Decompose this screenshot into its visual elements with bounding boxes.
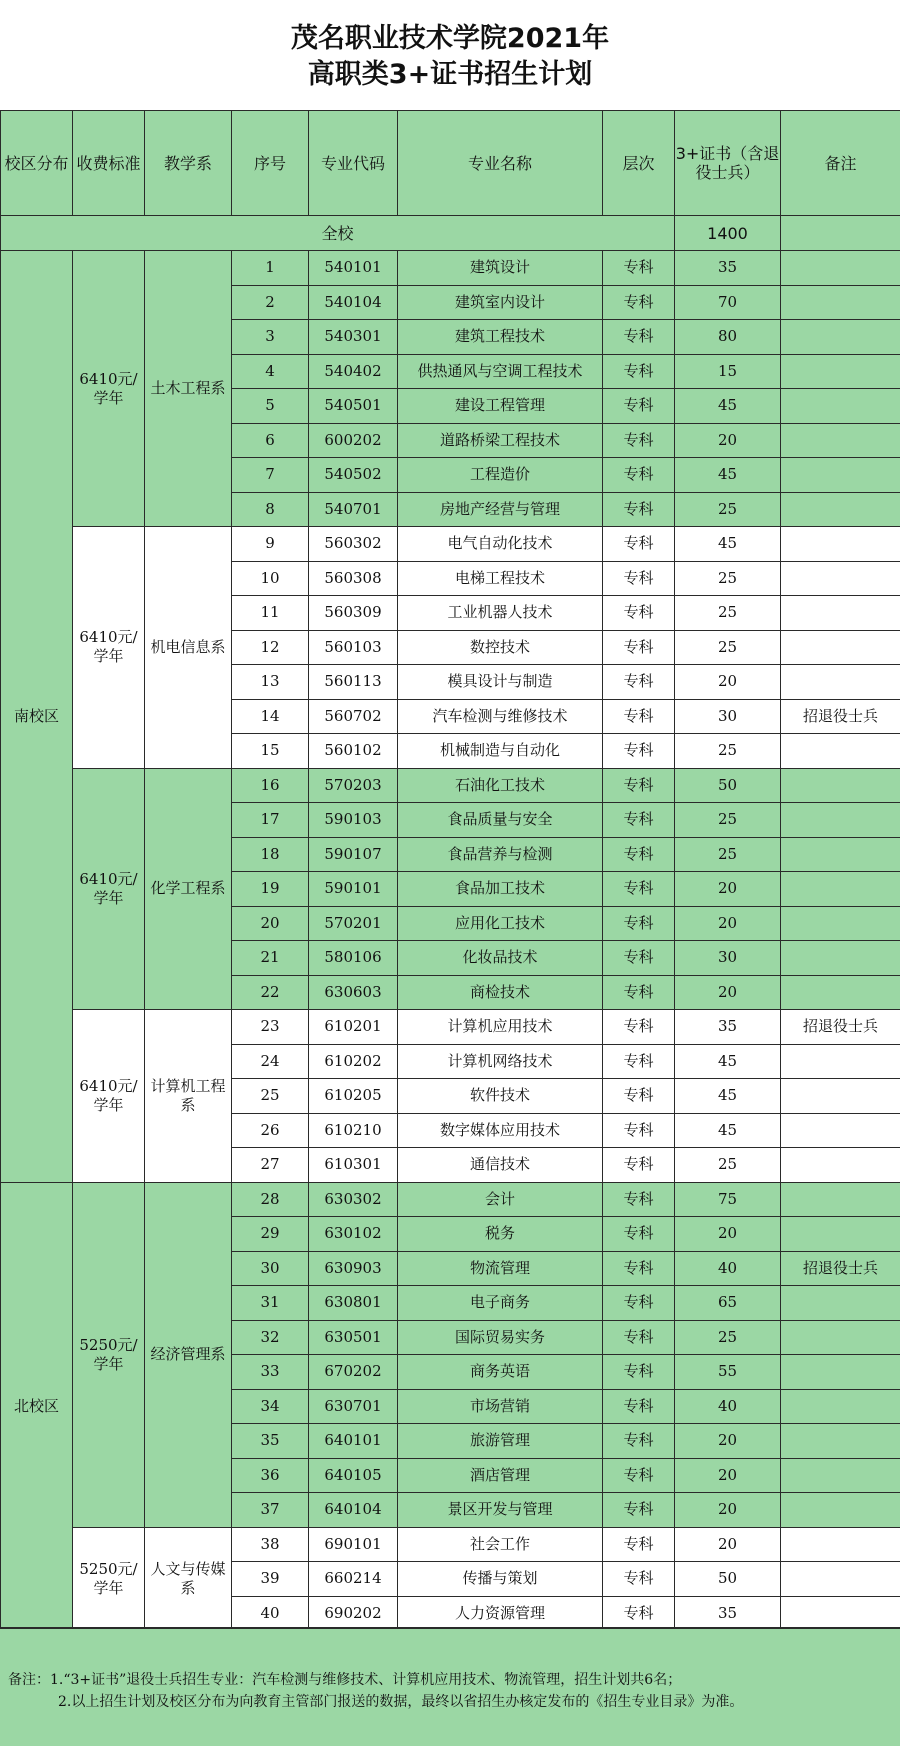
cell-no: 14 [232, 699, 309, 734]
cell-level: 专科 [603, 630, 675, 665]
cell-code: 640101 [309, 1424, 398, 1459]
cell-remark: 招退役士兵 [781, 699, 900, 734]
cell-no: 36 [232, 1458, 309, 1493]
cell-level: 专科 [603, 320, 675, 355]
cell-remark [781, 734, 900, 769]
dept-cell: 化学工程系 [145, 768, 232, 1010]
cell-name: 电子商务 [398, 1286, 603, 1321]
cell-remark [781, 1044, 900, 1079]
cell-code: 610210 [309, 1113, 398, 1148]
cell-remark [781, 1286, 900, 1321]
cell-name: 汽车检测与维修技术 [398, 699, 603, 734]
fee-cell: 5250元/学年 [73, 1182, 145, 1527]
cell-name: 旅游管理 [398, 1424, 603, 1459]
cell-level: 专科 [603, 1148, 675, 1183]
cell-code: 580106 [309, 941, 398, 976]
cell-quota: 20 [675, 1217, 781, 1252]
dept-cell: 机电信息系 [145, 527, 232, 769]
cell-quota: 80 [675, 320, 781, 355]
cell-remark [781, 1424, 900, 1459]
header-fee: 收费标准 [73, 111, 145, 216]
cell-code: 610205 [309, 1079, 398, 1114]
cell-code: 590107 [309, 837, 398, 872]
cell-quota: 20 [675, 1424, 781, 1459]
cell-level: 专科 [603, 665, 675, 700]
cell-no: 24 [232, 1044, 309, 1079]
table-row [1, 1527, 900, 1562]
header-campus: 校区分布 [1, 111, 73, 216]
cell-quota: 25 [675, 1320, 781, 1355]
title-block [0, 0, 900, 110]
cell-remark [781, 630, 900, 665]
cell-level: 专科 [603, 1286, 675, 1321]
cell-code: 690202 [309, 1596, 398, 1631]
cell-code: 540101 [309, 251, 398, 286]
cell-code: 540104 [309, 285, 398, 320]
cell-level: 专科 [603, 423, 675, 458]
cell-remark [781, 1217, 900, 1252]
cell-remark [781, 320, 900, 355]
fee-cell: 6410元/学年 [73, 1010, 145, 1183]
table-row [1, 527, 900, 562]
cell-code: 540701 [309, 492, 398, 527]
header-remark: 备注 [781, 111, 900, 216]
cell-quota: 20 [675, 872, 781, 907]
cell-no: 33 [232, 1355, 309, 1390]
cell-remark [781, 837, 900, 872]
cell-name: 石油化工技术 [398, 768, 603, 803]
cell-code: 610202 [309, 1044, 398, 1079]
cell-quota: 20 [675, 1527, 781, 1562]
cell-quota: 35 [675, 1596, 781, 1631]
cell-no: 3 [232, 320, 309, 355]
cell-quota: 35 [675, 1010, 781, 1045]
cell-name: 景区开发与管理 [398, 1493, 603, 1528]
cell-quota: 45 [675, 458, 781, 493]
cell-level: 专科 [603, 768, 675, 803]
cell-name: 电气自动化技术 [398, 527, 603, 562]
cell-name: 房地产经营与管理 [398, 492, 603, 527]
cell-no: 9 [232, 527, 309, 562]
cell-quota: 35 [675, 251, 781, 286]
cell-remark: 招退役士兵 [781, 1251, 900, 1286]
total-row [1, 216, 900, 251]
cell-code: 630903 [309, 1251, 398, 1286]
cell-code: 560102 [309, 734, 398, 769]
cell-level: 专科 [603, 1562, 675, 1597]
cell-no: 39 [232, 1562, 309, 1597]
cell-code: 630801 [309, 1286, 398, 1321]
cell-remark [781, 1493, 900, 1528]
cell-level: 专科 [603, 458, 675, 493]
table-row [1, 768, 900, 803]
header-dept: 教学系 [145, 111, 232, 216]
dept-cell: 经济管理系 [145, 1182, 232, 1527]
header-code: 专业代码 [309, 111, 398, 216]
cell-quota: 45 [675, 1113, 781, 1148]
cell-level: 专科 [603, 1079, 675, 1114]
table-row [1, 251, 900, 286]
cell-quota: 45 [675, 1079, 781, 1114]
enrollment-table [0, 110, 900, 1631]
cell-no: 1 [232, 251, 309, 286]
cell-remark [781, 1182, 900, 1217]
cell-remark [781, 872, 900, 907]
cell-quota: 45 [675, 389, 781, 424]
note-line-2: 2.以上招生计划及校区分布为向教育主管部门报送的数据，最终以省招生办核定发布的《招生专业目录》为准。 [58, 1694, 744, 1710]
cell-level: 专科 [603, 1389, 675, 1424]
cell-name: 物流管理 [398, 1251, 603, 1286]
cell-no: 32 [232, 1320, 309, 1355]
cell-no: 11 [232, 596, 309, 631]
cell-code: 670202 [309, 1355, 398, 1390]
total-value: 1400 [675, 216, 781, 251]
cell-quota: 20 [675, 906, 781, 941]
cell-name: 数字媒体应用技术 [398, 1113, 603, 1148]
campus-cell: 北校区 [1, 1182, 73, 1631]
cell-level: 专科 [603, 906, 675, 941]
cell-name: 道路桥梁工程技术 [398, 423, 603, 458]
cell-remark [781, 803, 900, 838]
cell-name: 酒店管理 [398, 1458, 603, 1493]
cell-code: 560702 [309, 699, 398, 734]
cell-name: 工业机器人技术 [398, 596, 603, 631]
cell-remark [781, 1458, 900, 1493]
cell-quota: 50 [675, 768, 781, 803]
cell-name: 会计 [398, 1182, 603, 1217]
cell-remark [781, 1527, 900, 1562]
cell-name: 化妆品技术 [398, 941, 603, 976]
cell-quota: 15 [675, 354, 781, 389]
cell-code: 540501 [309, 389, 398, 424]
cell-code: 560113 [309, 665, 398, 700]
cell-name: 税务 [398, 1217, 603, 1252]
cell-remark [781, 768, 900, 803]
cell-no: 15 [232, 734, 309, 769]
cell-code: 540502 [309, 458, 398, 493]
cell-level: 专科 [603, 1527, 675, 1562]
cell-level: 专科 [603, 1010, 675, 1045]
cell-code: 640104 [309, 1493, 398, 1528]
cell-quota: 25 [675, 837, 781, 872]
cell-quota: 25 [675, 596, 781, 631]
cell-name: 应用化工技术 [398, 906, 603, 941]
cell-remark [781, 1148, 900, 1183]
cell-level: 专科 [603, 699, 675, 734]
cell-no: 35 [232, 1424, 309, 1459]
cell-remark [781, 527, 900, 562]
cell-remark [781, 1596, 900, 1631]
cell-code: 560302 [309, 527, 398, 562]
cell-quota: 45 [675, 1044, 781, 1079]
cell-no: 37 [232, 1493, 309, 1528]
cell-name: 商务英语 [398, 1355, 603, 1390]
header-quota: 3+证书（含退役士兵） [675, 111, 781, 216]
cell-quota: 25 [675, 1148, 781, 1183]
cell-name: 计算机应用技术 [398, 1010, 603, 1045]
cell-quota: 50 [675, 1562, 781, 1597]
cell-no: 21 [232, 941, 309, 976]
cell-code: 610201 [309, 1010, 398, 1045]
cell-quota: 20 [675, 1458, 781, 1493]
cell-code: 570201 [309, 906, 398, 941]
cell-remark [781, 1562, 900, 1597]
cell-quota: 45 [675, 527, 781, 562]
cell-level: 专科 [603, 872, 675, 907]
cell-remark [781, 1113, 900, 1148]
cell-name: 市场营销 [398, 1389, 603, 1424]
cell-quota: 25 [675, 803, 781, 838]
cell-quota: 25 [675, 630, 781, 665]
cell-remark [781, 596, 900, 631]
cell-no: 10 [232, 561, 309, 596]
fee-cell: 5250元/学年 [73, 1527, 145, 1631]
cell-no: 30 [232, 1251, 309, 1286]
cell-remark [781, 458, 900, 493]
cell-no: 12 [232, 630, 309, 665]
cell-level: 专科 [603, 1113, 675, 1148]
cell-no: 18 [232, 837, 309, 872]
cell-level: 专科 [603, 1251, 675, 1286]
cell-quota: 20 [675, 1493, 781, 1528]
notes-block [0, 1627, 900, 1746]
cell-level: 专科 [603, 1493, 675, 1528]
cell-level: 专科 [603, 803, 675, 838]
total-label: 全校 [1, 216, 675, 251]
cell-code: 630302 [309, 1182, 398, 1217]
cell-remark [781, 665, 900, 700]
cell-code: 630701 [309, 1389, 398, 1424]
page-subtitle: 高职类3+证书招生计划 [307, 59, 593, 90]
cell-remark [781, 1320, 900, 1355]
header-row [1, 111, 900, 216]
cell-name: 食品质量与安全 [398, 803, 603, 838]
cell-name: 社会工作 [398, 1527, 603, 1562]
cell-level: 专科 [603, 1182, 675, 1217]
fee-cell: 6410元/学年 [73, 768, 145, 1010]
cell-no: 7 [232, 458, 309, 493]
cell-level: 专科 [603, 527, 675, 562]
cell-name: 商检技术 [398, 975, 603, 1010]
note-line-1: 备注：1.“3+证书”退役士兵招生专业：汽车检测与维修技术、计算机应用技术、物流管理，招生计划共6名； [8, 1672, 682, 1688]
cell-quota: 75 [675, 1182, 781, 1217]
cell-name: 国际贸易实务 [398, 1320, 603, 1355]
dept-cell: 土木工程系 [145, 251, 232, 527]
cell-quota: 20 [675, 975, 781, 1010]
cell-no: 16 [232, 768, 309, 803]
cell-remark [781, 285, 900, 320]
cell-no: 28 [232, 1182, 309, 1217]
fee-cell: 6410元/学年 [73, 251, 145, 527]
cell-quota: 40 [675, 1389, 781, 1424]
cell-level: 专科 [603, 837, 675, 872]
fee-cell: 6410元/学年 [73, 527, 145, 769]
cell-level: 专科 [603, 354, 675, 389]
cell-level: 专科 [603, 1355, 675, 1390]
cell-no: 2 [232, 285, 309, 320]
cell-level: 专科 [603, 285, 675, 320]
cell-remark [781, 975, 900, 1010]
cell-remark [781, 941, 900, 976]
cell-name: 模具设计与制造 [398, 665, 603, 700]
cell-level: 专科 [603, 1320, 675, 1355]
cell-code: 560308 [309, 561, 398, 596]
header-name: 专业名称 [398, 111, 603, 216]
cell-no: 20 [232, 906, 309, 941]
cell-name: 建筑设计 [398, 251, 603, 286]
cell-remark [781, 251, 900, 286]
cell-code: 570203 [309, 768, 398, 803]
cell-name: 供热通风与空调工程技术 [398, 354, 603, 389]
cell-name: 数控技术 [398, 630, 603, 665]
cell-code: 640105 [309, 1458, 398, 1493]
cell-level: 专科 [603, 596, 675, 631]
cell-quota: 40 [675, 1251, 781, 1286]
cell-name: 通信技术 [398, 1148, 603, 1183]
cell-remark: 招退役士兵 [781, 1010, 900, 1045]
cell-no: 38 [232, 1527, 309, 1562]
table-row [1, 1010, 900, 1045]
cell-name: 软件技术 [398, 1079, 603, 1114]
cell-remark [781, 423, 900, 458]
cell-code: 630603 [309, 975, 398, 1010]
cell-no: 5 [232, 389, 309, 424]
cell-no: 22 [232, 975, 309, 1010]
cell-code: 560309 [309, 596, 398, 631]
dept-cell: 计算机工程系 [145, 1010, 232, 1183]
cell-no: 31 [232, 1286, 309, 1321]
cell-level: 专科 [603, 251, 675, 286]
cell-code: 610301 [309, 1148, 398, 1183]
cell-level: 专科 [603, 1458, 675, 1493]
page-title: 茂名职业技术学院2021年 [290, 23, 610, 54]
cell-quota: 20 [675, 423, 781, 458]
cell-remark [781, 389, 900, 424]
cell-no: 25 [232, 1079, 309, 1114]
cell-level: 专科 [603, 1217, 675, 1252]
cell-name: 传播与策划 [398, 1562, 603, 1597]
cell-quota: 55 [675, 1355, 781, 1390]
cell-level: 专科 [603, 1596, 675, 1631]
cell-code: 590103 [309, 803, 398, 838]
cell-remark [781, 492, 900, 527]
cell-quota: 65 [675, 1286, 781, 1321]
cell-code: 600202 [309, 423, 398, 458]
cell-quota: 25 [675, 492, 781, 527]
cell-remark [781, 354, 900, 389]
cell-level: 专科 [603, 1424, 675, 1459]
dept-cell: 人文与传媒系 [145, 1527, 232, 1631]
cell-quota: 30 [675, 941, 781, 976]
cell-code: 660214 [309, 1562, 398, 1597]
cell-name: 机械制造与自动化 [398, 734, 603, 769]
cell-no: 29 [232, 1217, 309, 1252]
cell-level: 专科 [603, 389, 675, 424]
cell-remark [781, 1389, 900, 1424]
header-level: 层次 [603, 111, 675, 216]
cell-quota: 70 [675, 285, 781, 320]
cell-name: 人力资源管理 [398, 1596, 603, 1631]
cell-quota: 20 [675, 665, 781, 700]
cell-name: 食品营养与检测 [398, 837, 603, 872]
cell-quota: 25 [675, 561, 781, 596]
cell-name: 建筑工程技术 [398, 320, 603, 355]
campus-cell: 南校区 [1, 251, 73, 1183]
cell-no: 8 [232, 492, 309, 527]
cell-remark [781, 561, 900, 596]
cell-level: 专科 [603, 561, 675, 596]
cell-no: 6 [232, 423, 309, 458]
cell-code: 630102 [309, 1217, 398, 1252]
cell-code: 630501 [309, 1320, 398, 1355]
cell-no: 19 [232, 872, 309, 907]
cell-name: 工程造价 [398, 458, 603, 493]
cell-level: 专科 [603, 734, 675, 769]
cell-remark [781, 1355, 900, 1390]
cell-level: 专科 [603, 941, 675, 976]
cell-no: 26 [232, 1113, 309, 1148]
cell-no: 27 [232, 1148, 309, 1183]
cell-code: 540402 [309, 354, 398, 389]
cell-code: 540301 [309, 320, 398, 355]
cell-name: 食品加工技术 [398, 872, 603, 907]
cell-level: 专科 [603, 975, 675, 1010]
cell-name: 建筑室内设计 [398, 285, 603, 320]
table-row [1, 1182, 900, 1217]
cell-no: 40 [232, 1596, 309, 1631]
cell-no: 34 [232, 1389, 309, 1424]
total-remark [781, 216, 900, 251]
cell-name: 建设工程管理 [398, 389, 603, 424]
cell-quota: 30 [675, 699, 781, 734]
cell-remark [781, 906, 900, 941]
cell-remark [781, 1079, 900, 1114]
cell-name: 计算机网络技术 [398, 1044, 603, 1079]
cell-code: 590101 [309, 872, 398, 907]
cell-code: 560103 [309, 630, 398, 665]
cell-level: 专科 [603, 1044, 675, 1079]
cell-no: 23 [232, 1010, 309, 1045]
header-no: 序号 [232, 111, 309, 216]
cell-no: 13 [232, 665, 309, 700]
cell-code: 690101 [309, 1527, 398, 1562]
cell-no: 17 [232, 803, 309, 838]
cell-no: 4 [232, 354, 309, 389]
cell-level: 专科 [603, 492, 675, 527]
cell-name: 电梯工程技术 [398, 561, 603, 596]
cell-quota: 25 [675, 734, 781, 769]
